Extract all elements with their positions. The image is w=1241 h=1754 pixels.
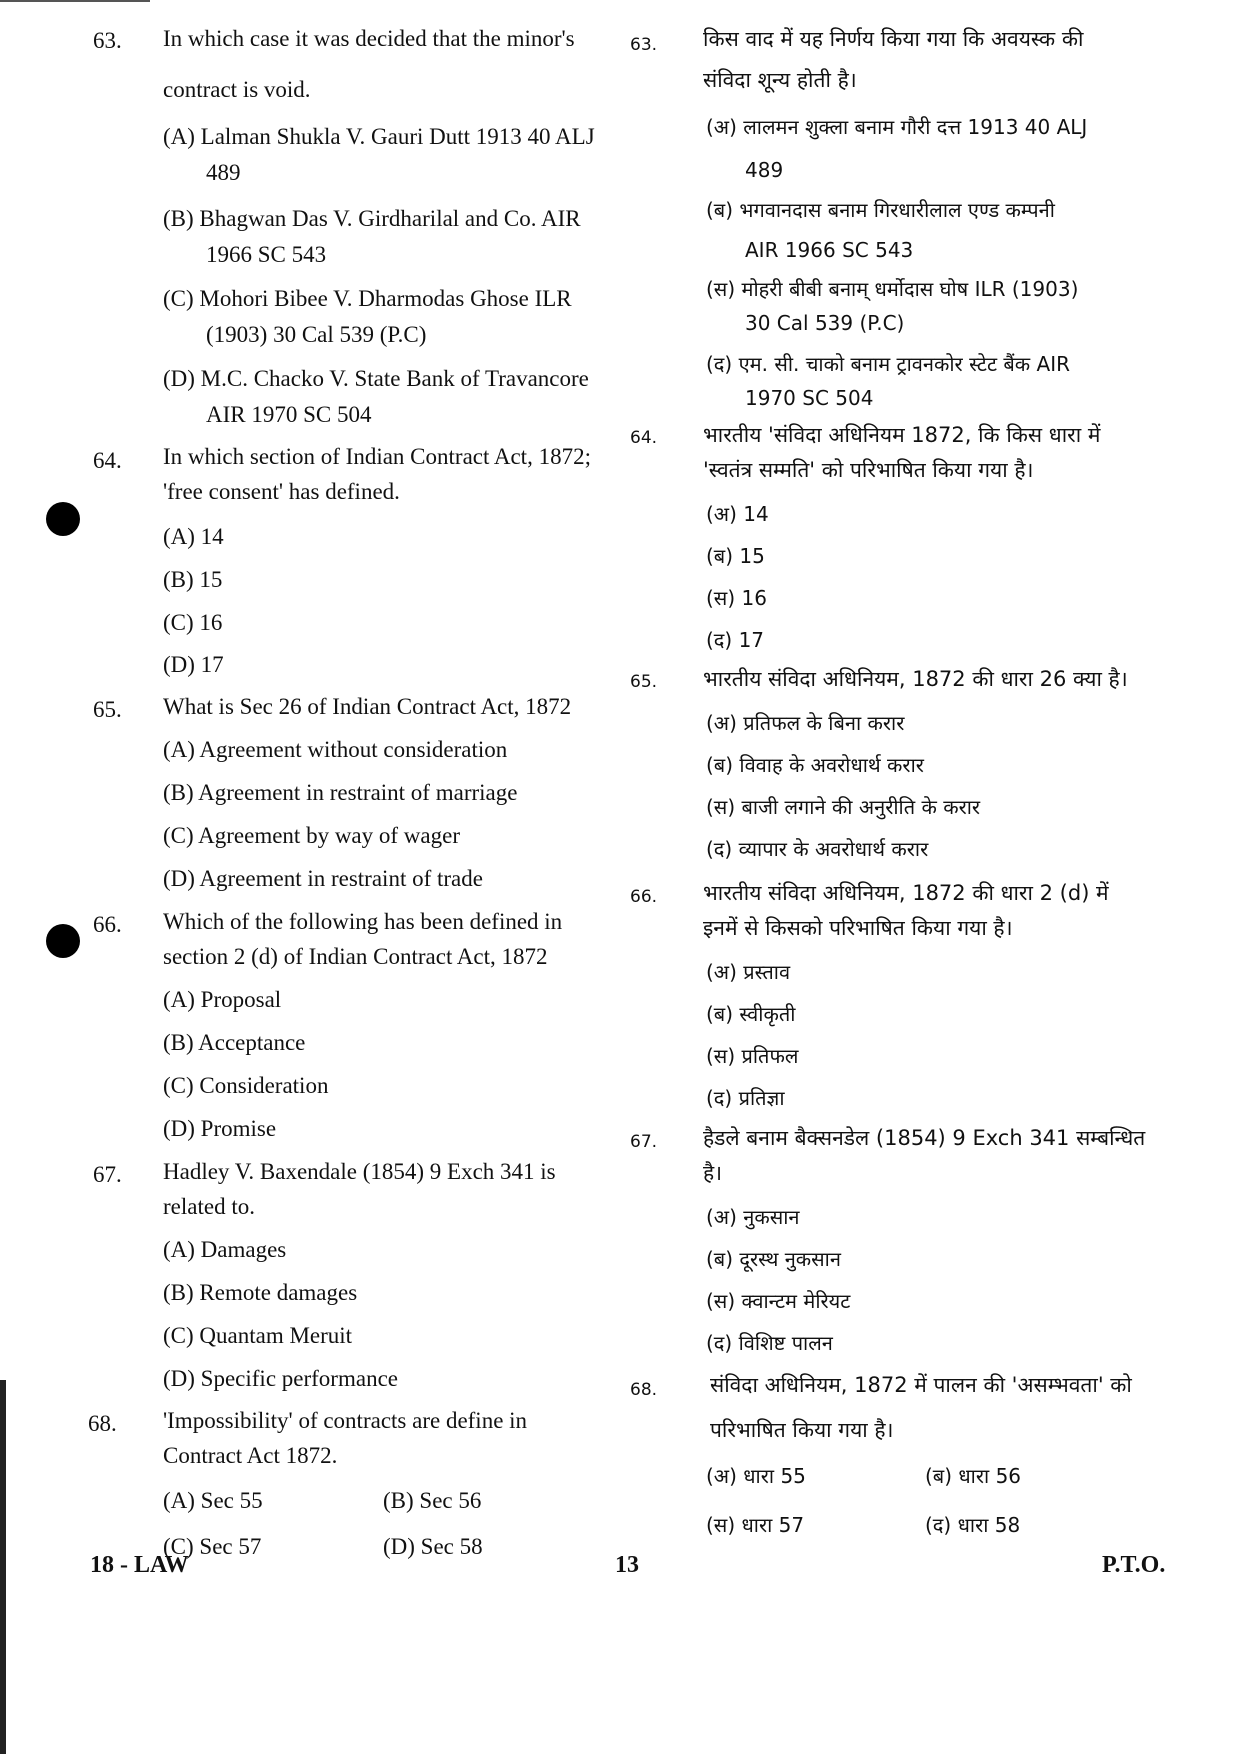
option-c: (स) 16 xyxy=(706,586,767,610)
option-a: (अ) प्रतिफल के बिना करार xyxy=(706,711,905,735)
question-number: 63. xyxy=(630,35,658,55)
option-c: (स) क्वान्टम मेरियट xyxy=(706,1289,851,1313)
option-c: (C) 16 xyxy=(163,610,223,635)
option-c: (स) मोहरी बीबी बनाम् धर्मोदास घोष ILR (1903) xyxy=(706,277,1079,301)
question-text: Hadley V. Baxendale (1854) 9 Exch 341 is xyxy=(163,1159,556,1184)
option-d: (द) व्यापार के अवरोधार्थ करार xyxy=(706,837,929,861)
option-c: (स) प्रतिफल xyxy=(706,1044,799,1068)
option-d: (D) Sec 58 xyxy=(383,1534,483,1559)
question-number: 63. xyxy=(93,28,122,53)
punch-hole-bottom xyxy=(46,924,80,958)
option-a: (A) 14 xyxy=(163,524,224,549)
question-text: What is Sec 26 of Indian Contract Act, 1872 xyxy=(163,694,572,719)
question-text: section 2 (d) of Indian Contract Act, 1872 xyxy=(163,944,548,969)
option-b: (ब) दूरस्थ नुकसान xyxy=(706,1247,841,1271)
option-a: 489 xyxy=(206,160,241,185)
option-b: (B) Remote damages xyxy=(163,1280,358,1305)
question-number: 67. xyxy=(630,1132,658,1152)
option-b: (B) Sec 56 xyxy=(383,1488,482,1513)
question-text: संविदा शून्य होती है। xyxy=(703,68,857,92)
top-rule xyxy=(0,0,150,2)
option-a: (अ) प्रस्ताव xyxy=(706,960,791,984)
option-b: (ब) 15 xyxy=(706,544,765,568)
question-number: 64. xyxy=(93,448,122,473)
option-a: (अ) लालमन शुक्ला बनाम गौरी दत्त 1913 40 ALJ xyxy=(706,115,1088,139)
option-b: (B) Agreement in restraint of marriage xyxy=(163,780,518,805)
option-d: (D) 17 xyxy=(163,652,224,677)
page-number: 13 xyxy=(615,1552,639,1578)
option-b: AIR 1966 SC 543 xyxy=(745,238,914,262)
question-text: किस वाद में यह निर्णय किया गया कि अवयस्क की xyxy=(703,27,1084,51)
option-a: (A) Lalman Shukla V. Gauri Dutt 1913 40 ALJ xyxy=(163,124,595,149)
option-a: (अ) 14 xyxy=(706,502,769,526)
option-a: (अ) नुकसान xyxy=(706,1205,800,1229)
question-number: 68. xyxy=(630,1380,658,1400)
option-b: 1966 SC 543 xyxy=(206,242,327,267)
scan-edge-bar xyxy=(0,1380,6,1754)
paper-code: 18 - LAW xyxy=(90,1552,189,1578)
question-text: भारतीय संविदा अधिनियम, 1872 की धारा 2 (d) में xyxy=(703,881,1109,905)
question-text: है। xyxy=(703,1161,723,1185)
option-a: (A) Damages xyxy=(163,1237,287,1262)
option-a: (A) Proposal xyxy=(163,987,282,1012)
question-number: 65. xyxy=(93,697,122,722)
option-c: (1903) 30 Cal 539 (P.C) xyxy=(206,322,427,347)
option-d: (द) विशिष्ट पालन xyxy=(706,1331,833,1355)
question-number: 68. xyxy=(88,1411,117,1436)
question-text: Contract Act 1872. xyxy=(163,1443,338,1468)
option-d: (D) Specific performance xyxy=(163,1366,398,1391)
question-text: related to. xyxy=(163,1194,255,1219)
question-number: 67. xyxy=(93,1162,122,1187)
punch-hole-top xyxy=(46,502,80,536)
question-number: 65. xyxy=(630,672,658,692)
option-c: (C) Mohori Bibee V. Dharmodas Ghose ILR xyxy=(163,286,572,311)
option-d: (द) एम. सी. चाको बनाम ट्रावनकोर स्टेट बैंक AIR xyxy=(706,352,1070,376)
option-b: (ब) विवाह के अवरोधार्थ करार xyxy=(706,753,924,777)
option-d: (D) M.C. Chacko V. State Bank of Travancore xyxy=(163,366,589,391)
option-c: (स) बाजी लगाने की अनुरीति के करार xyxy=(706,795,981,819)
option-b: (B) Bhagwan Das V. Girdharilal and Co. AIR xyxy=(163,206,581,231)
option-c: 30 Cal 539 (P.C) xyxy=(745,311,905,335)
question-number: 64. xyxy=(630,428,658,448)
question-text: भारतीय 'संविदा अधिनियम 1872, कि किस धारा में xyxy=(703,423,1101,447)
option-b: (B) 15 xyxy=(163,567,223,592)
question-text: भारतीय संविदा अधिनियम, 1872 की धारा 26 क्या है। xyxy=(703,667,1128,691)
option-d: (द) 17 xyxy=(706,628,765,652)
option-d: 1970 SC 504 xyxy=(745,386,874,410)
question-text: संविदा अधिनियम, 1872 में पालन की 'असम्भवता' को xyxy=(710,1373,1132,1397)
question-text: 'Impossibility' of contracts are define in xyxy=(163,1408,528,1433)
option-c: (C) Quantam Meruit xyxy=(163,1323,353,1348)
option-c: (स) धारा 57 xyxy=(706,1513,805,1537)
option-d: AIR 1970 SC 504 xyxy=(206,402,372,427)
question-text: contract is void. xyxy=(163,77,311,102)
option-d: (द) प्रतिज्ञा xyxy=(706,1086,785,1110)
question-text: 'स्वतंत्र सम्मति' को परिभाषित किया गया है। xyxy=(703,458,1034,482)
question-number: 66. xyxy=(93,912,122,937)
option-b: (ब) स्वीकृती xyxy=(706,1002,796,1026)
option-a: (A) Sec 55 xyxy=(163,1488,263,1513)
option-d: (D) Agreement in restraint of trade xyxy=(163,866,483,891)
question-text: Which of the following has been defined in xyxy=(163,909,563,934)
option-a: (अ) धारा 55 xyxy=(706,1464,806,1488)
please-turn-over: P.T.O. xyxy=(1102,1552,1166,1578)
question-text: In which section of Indian Contract Act, 1872; xyxy=(163,444,591,469)
question-number: 66. xyxy=(630,887,658,907)
question-text: In which case it was decided that the minor's xyxy=(163,26,575,51)
option-c: (C) Agreement by way of wager xyxy=(163,823,460,848)
option-c: (C) Sec 57 xyxy=(163,1534,262,1559)
option-d: (द) धारा 58 xyxy=(925,1513,1021,1537)
question-text: 'free consent' has defined. xyxy=(163,479,400,504)
option-d: (D) Promise xyxy=(163,1116,277,1141)
option-a: 489 xyxy=(745,158,784,182)
option-b: (ब) भगवानदास बनाम गिरधारीलाल एण्ड कम्पनी xyxy=(706,198,1055,222)
question-text: इनमें से किसको परिभाषित किया गया है। xyxy=(703,916,1013,940)
question-text: परिभाषित किया गया है। xyxy=(710,1418,894,1442)
option-b: (B) Acceptance xyxy=(163,1030,306,1055)
option-a: (A) Agreement without consideration xyxy=(163,737,508,762)
option-b: (ब) धारा 56 xyxy=(925,1464,1022,1488)
option-c: (C) Consideration xyxy=(163,1073,329,1098)
question-text: हैडले बनाम बैक्सनडेल (1854) 9 Exch 341 सम्बन्धित xyxy=(703,1126,1146,1150)
